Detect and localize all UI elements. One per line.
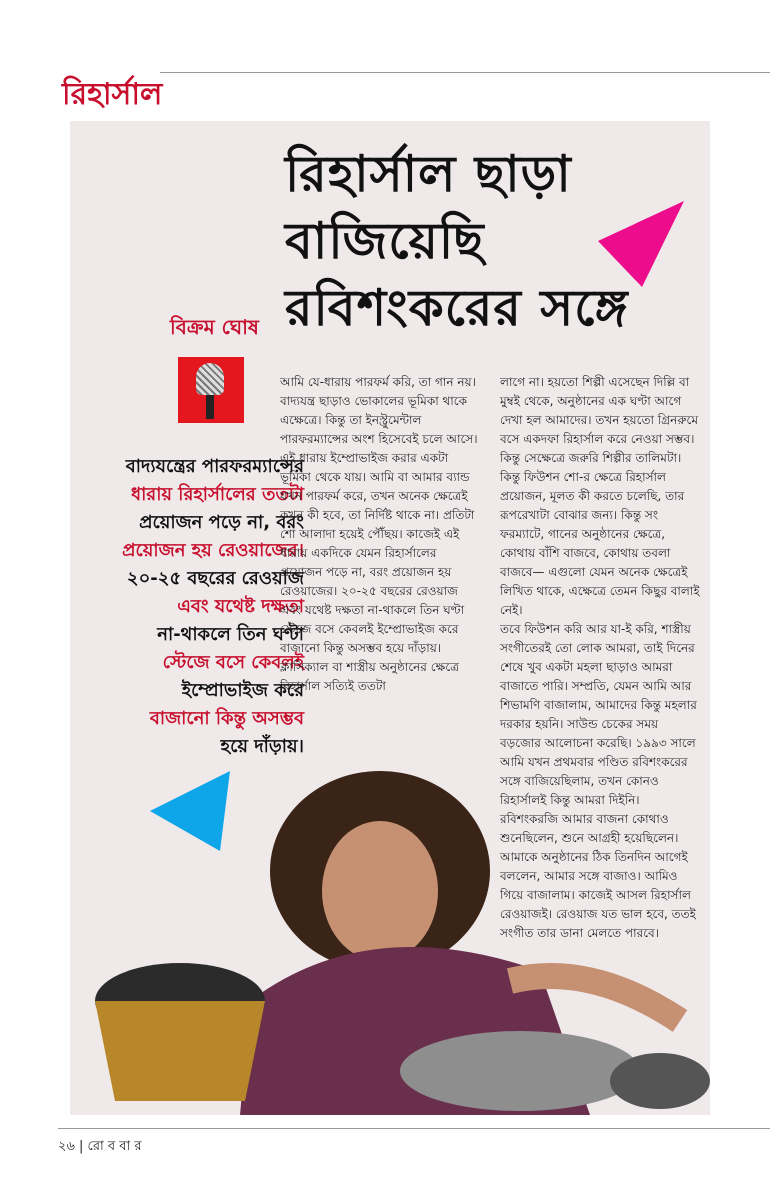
- microphone-icon: [178, 357, 244, 423]
- musician-photo: [70, 751, 710, 1115]
- cyan-triangle-graphic: [150, 771, 230, 851]
- tabla-drum-body: [95, 1001, 265, 1101]
- top-rule: [160, 72, 770, 73]
- pull-quote-line: ২০-২৫ বছরের রেওয়াজ: [126, 568, 304, 589]
- microphone-head: [196, 363, 224, 395]
- article-panel: [70, 121, 710, 1115]
- drum-pad: [400, 1031, 640, 1111]
- body-paragraph: লাগে না। হয়তো শিল্পী এসেছেন দিল্লি বা মুম্বই থেকে, অনুষ্ঠানের এক ঘণ্টা আগে দেখা হল আমাদের। তখন হয়তো গ্রিনরুমে বসে একদফা রিহার্সাল করে নেওয়া সম্ভব। কিন্তু সেক্ষেত্রে জরুরি শিল্পীর তালিমটা। কিন্তু ফিউশন শো-র ক্ষেত্রে রিহার্সাল প্রয়োজন, মূলত কী করতে চলেছি, তার রূপরেখাটা বোঝার জন্য। কিন্তু সং ফরম্যাটে, গানের অনুষ্ঠানের ক্ষেত্রে, কোথায় বাঁশি বাজবে, কোথায় তবলা বাজবে— এগুলো যেমন অনেক ক্ষেত্রেই লিখিত থাকে, এক্ষেত্রে তেমন কিছুর বালাই নেই।: [500, 375, 700, 617]
- pull-quote-line: হয়ে দাঁড়ায়।: [220, 736, 304, 757]
- pull-quote-line: প্রয়োজন হয় রেওয়াজের।: [122, 540, 304, 561]
- body-paragraph: আমি যে-ধারায় পারফর্ম করি, তা গান নয়। বাদ্যযন্ত্র ছাড়াও ভোকালের ভূমিকা থাকে এক্ষেত্রে। কিন্তু তা ইনস্ট্রুমেন্টাল পারফরম্যান্সের অংশ হিসেবেই চলে আসে। এই ধারায় ইম্প্রোভাইজ করার একটা ভূমিকা থেকে যায়। আমি বা আমার ব্যান্ড যখন পারফর্ম করে, তখন অনেক ক্ষেত্রেই কখন কী হবে, তা নির্দিষ্ট থাকে না। প্রতিটা শো আলাদা হয়েই পৌঁছয়। কাজেই এই ধারায় একদিকে যেমন রিহার্সালের প্রয়োজন পড়ে না, বরং প্রয়োজন হয় রেওয়াজের। ২০-২৫ বছরের রেওয়াজ এবং যথেষ্ট দক্ষতা না-থাকলে তিন ঘণ্টা স্টেজে বসে কেবলই ইম্প্রোভাইজ করে বাজানো কিন্তু অসম্ভব হয়ে দাঁড়ায়।: [280, 375, 478, 655]
- headline-line-1: রিহার্সাল ছাড়া: [285, 145, 572, 203]
- pull-quote-line: প্রয়োজন পড়ে না, বরং: [139, 512, 304, 533]
- cymbal: [610, 1053, 710, 1109]
- byline: বিক্রম ঘোষ: [170, 315, 259, 339]
- pull-quote-line: বাদ্যযন্ত্রের পারফরম্যান্সের: [125, 456, 304, 477]
- body-paragraph: ক্লাসিক্যাল বা শাস্ত্রীয় অনুষ্ঠানের ক্ষেত্রে রিহার্সাল সত্যিই ততটা: [280, 660, 459, 693]
- musician-face: [322, 821, 438, 961]
- pull-quote-line: স্টেজে বসে কেবলই: [162, 652, 304, 673]
- body-paragraph: তবে ফিউশন করি আর যা-ই করি, শাস্ত্রীয় সংগীতেরই তো লোক আমরা, তাই দিনের শেষে খুব একটা মহলা ছাড়াও আমরা বাজাতে পারি। সম্প্রতি, যেমন আমি আর শিভামণি বাজালাম, আমাদের কিন্তু মহলার দরকার হয়নি। সাউন্ড চেকের সময় বড়জোর আলোচনা করেছি। ১৯৯৩ সালে আমি যখন প্রথমবার পণ্ডিত রবিশংকরের সঙ্গে বাজিয়েছিলাম, তখন কোনও রিহার্সালই কিন্তু আমরা দিইনি। রবিশংকরজি আমার বাজনা কোথাও শুনেছিলেন, শুনে আগ্রহী হয়েছিলেন। আমাকে অনুষ্ঠানের ঠিক তিনদিন আগেই বললেন, আমার সঙ্গে বাজাও। আমিও গিয়ে বাজালাম। কাজেই আসল রিহার্সাল রেওয়াজই। রেওয়াজ যত ভাল হবে, ততই সংগীত তার ডানা মেলতে পারবে।: [500, 622, 697, 940]
- microphone-stem: [206, 395, 214, 419]
- magenta-triangle-graphic: [598, 201, 684, 287]
- section-label: রিহার্সাল: [62, 77, 163, 112]
- pull-quote-line: ইম্প্রোভাইজ করে: [181, 680, 304, 701]
- pull-quote-line: ধারায় রিহার্সালের ততটা: [131, 484, 304, 505]
- page-folio: ২৬ | রো ব বা র: [58, 1139, 142, 1154]
- pull-quote-line: বাজানো কিন্তু অসম্ভব: [149, 708, 304, 729]
- headline-line-2: বাজিয়েছি: [285, 212, 485, 270]
- pull-quote-line: এবং যথেষ্ট দক্ষতা: [177, 596, 304, 617]
- body-column-1: [280, 373, 480, 696]
- headline-line-3: রবিশংকরের সঙ্গে: [285, 279, 629, 337]
- pull-quote-line: না-থাকলে তিন ঘণ্টা: [157, 624, 304, 645]
- pull-quote: [70, 453, 304, 761]
- bottom-rule: [58, 1128, 770, 1129]
